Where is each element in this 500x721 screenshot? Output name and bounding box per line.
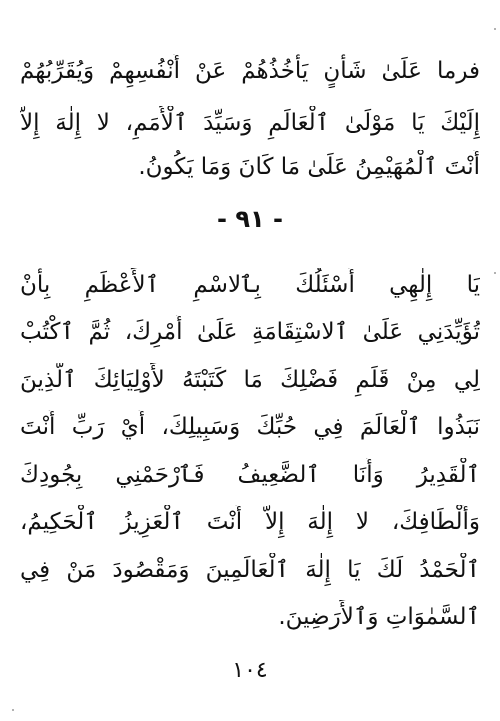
scan-speck: [494, 28, 496, 30]
text-line: فرما عَلَىٰ شَأْنٍ يَأْخُذُهُمْ عَنْ أَنْفُسِهِمْ وَيُقَرِّبُهُمْ: [20, 58, 480, 84]
page-number: ١٠٤: [232, 658, 268, 683]
text-line: نَبَذُوا ٱلْعَالَمَ فِي حُبِّكَ وَسَبِيلِكَ، أَيْ رَبِّ أَنْتَ: [20, 414, 480, 440]
section-number: - ٩١ -: [217, 205, 283, 233]
text-line: ٱلْقَدِيرُ وَأَنَا ٱلضَّعِيفُ فَٱرْحَمْنِي بِجُودِكَ: [20, 462, 480, 488]
text-line: وَأَلْطَافِكَ، لا إِلٰهَ إِلاَّ أَنْتَ ٱلْعَزِيزُ ٱلْحَكِيمُ،: [20, 509, 480, 535]
text-line: أَنْتَ ٱلْمُهَيْمِنُ عَلَىٰ مَا كَانَ وَمَا يَكُونُ.: [138, 154, 480, 180]
text-line: إِلَيْكَ يَا مَوْلَىٰ ٱلْعَالَمِ وَسَيِّدَ ٱلْأُمَمِ، لا إِلٰهَ إِلاَّ: [20, 110, 480, 136]
text-line: ٱلسَّمٰوَاتِ وَٱلأَرَضِينَ.: [278, 604, 480, 630]
text-line: يَا إِلٰهِي أَسْئَلُكَ بِٱلاسْمِ ٱلأَعْظَمِ بِأَنْ: [20, 272, 480, 298]
scan-speck: [12, 709, 14, 711]
text-line: لِي مِنْ قَلَمِ فَضْلِكَ مَا كَتَبْتَهُ لأَوْلِيَائِكَ ٱلَّذِينَ: [20, 367, 480, 393]
text-line: تُؤَيِّدَنِي عَلَىٰ ٱلاسْتِقَامَةِ عَلَىٰ أَمْرِكَ، ثُمَّ ٱكْتُبْ: [20, 319, 480, 345]
scan-speck: [494, 272, 496, 274]
text-line: ٱلْحَمْدُ لَكَ يَا إِلٰهَ ٱلْعَالَمِينَ وَمَقْصُودَ مَنْ فِي: [20, 557, 480, 583]
